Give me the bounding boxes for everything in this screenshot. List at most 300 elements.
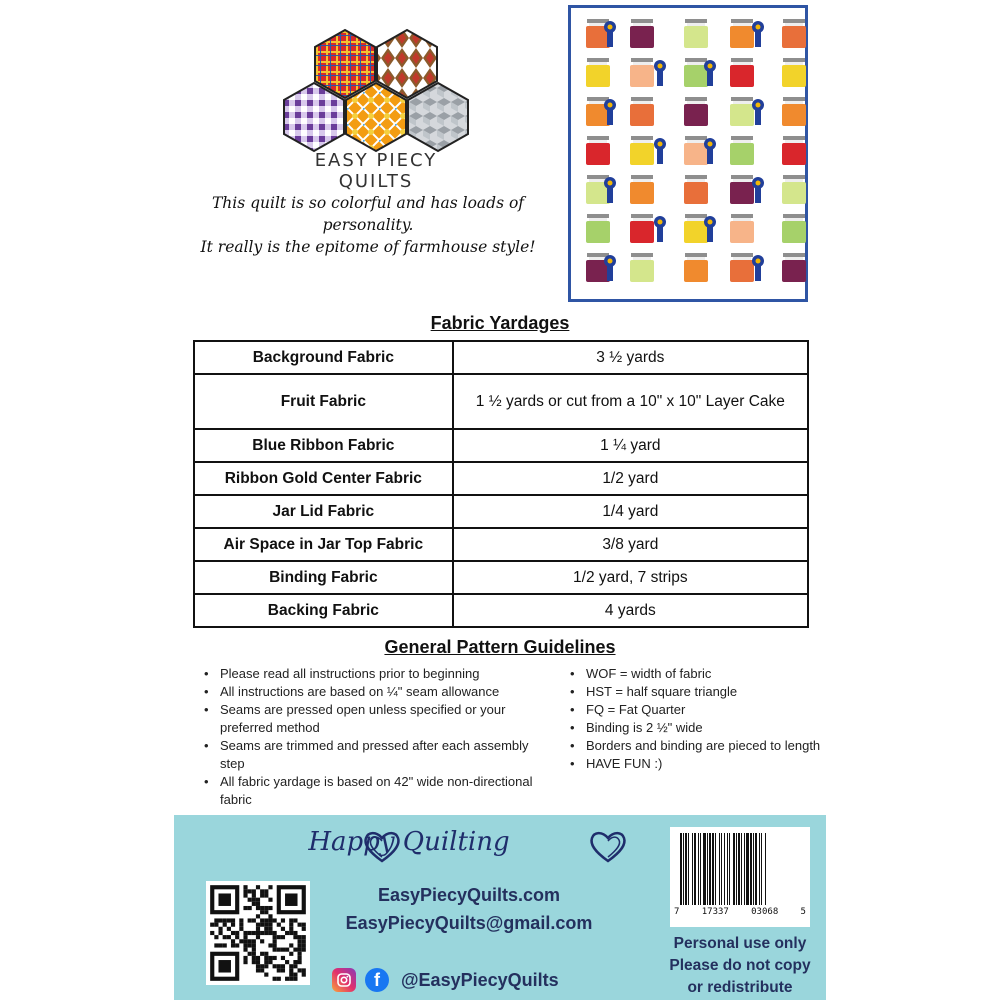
table-row — [194, 594, 808, 627]
qr-module — [264, 960, 268, 964]
fruit-jar — [730, 26, 754, 48]
qr-module — [218, 943, 222, 947]
jar-lid — [631, 97, 653, 101]
barcode-digit-group: 17337 — [701, 907, 729, 917]
jar-air-space — [785, 218, 803, 221]
list-item: • All instructions are based on ¼" seam allowance — [200, 683, 540, 701]
qr-module — [256, 927, 260, 931]
list-item: • FQ = Fat Quarter — [566, 701, 826, 719]
fabric-yardage-table — [193, 340, 809, 628]
qr-module — [260, 889, 264, 893]
qr-module — [256, 960, 260, 964]
qr-module — [248, 889, 252, 893]
list-item: • WOF = width of fabric — [566, 665, 826, 683]
jar-air-space — [733, 140, 751, 143]
qr-module — [260, 906, 264, 910]
qr-module — [256, 956, 260, 960]
website-link[interactable]: EasyPiecyQuilts.com — [377, 885, 561, 905]
jar-air-space — [687, 257, 705, 260]
qr-module — [260, 968, 264, 972]
jar-lid — [783, 175, 805, 179]
jar-lid — [685, 175, 707, 179]
jar-lid — [783, 136, 805, 140]
qr-module — [298, 960, 302, 964]
barcode-bar — [746, 833, 749, 905]
jar-lid — [685, 253, 707, 257]
qr-module — [218, 960, 230, 972]
barcode-bar — [724, 833, 725, 905]
fruit-jar — [684, 143, 708, 165]
list-item: • HAVE FUN :) — [566, 755, 826, 773]
jar-lid — [783, 97, 805, 101]
barcode-bar — [707, 833, 708, 905]
ribbon-gold-center — [658, 220, 663, 225]
ribbon-gold-center — [756, 259, 761, 264]
qr-module — [239, 927, 243, 931]
jar-lid — [783, 253, 805, 257]
qr-module — [289, 923, 293, 927]
ribbon-gold-center — [658, 142, 663, 147]
jar-air-space — [589, 62, 607, 65]
fruit-jar — [586, 143, 610, 165]
qr-module — [256, 902, 260, 906]
qr-module — [289, 952, 293, 956]
fabric-amount: 1/4 yard — [453, 495, 808, 528]
barcode-bar — [703, 833, 706, 905]
jar-air-space — [785, 257, 803, 260]
qr-module — [302, 935, 306, 939]
jar-lid — [731, 253, 753, 257]
qr-module — [210, 923, 214, 927]
fruit-jar — [684, 104, 708, 126]
fabric-label: Ribbon Gold Center Fabric — [194, 462, 453, 495]
qr-module — [231, 918, 235, 922]
barcode-bar — [755, 833, 757, 905]
jar-air-space — [633, 23, 651, 26]
qr-module — [243, 943, 247, 947]
barcode-bar — [700, 833, 701, 905]
qr-module — [289, 931, 293, 935]
jar-lid — [731, 97, 753, 101]
qr-module — [273, 935, 277, 939]
ribbon-gold-center — [756, 25, 761, 30]
qr-module — [248, 906, 252, 910]
usage-notice-line: Personal use only — [673, 935, 807, 952]
qr-module — [248, 918, 252, 922]
barcode-digit-group: 7 — [674, 907, 680, 917]
quilt-preview-image — [568, 5, 808, 302]
qr-module — [273, 977, 277, 981]
jar-air-space — [733, 218, 751, 221]
brand-name: EASY PIECY QUILTS — [314, 150, 438, 192]
qr-module — [231, 943, 235, 947]
barcode-bar — [721, 833, 722, 905]
qr-module — [281, 968, 285, 972]
ribbon-gold-center — [756, 103, 761, 108]
qr-module — [256, 923, 260, 927]
qr-module — [268, 885, 272, 889]
fabric-amount: 1/2 yard — [453, 462, 808, 495]
qr-module — [281, 956, 285, 960]
fruit-jar — [730, 260, 754, 282]
jar-air-space — [687, 101, 705, 104]
jar-lid — [783, 58, 805, 62]
qr-module — [243, 931, 247, 935]
facebook-icon[interactable]: f — [365, 968, 389, 992]
qr-module — [227, 918, 231, 922]
ribbon-gold-center — [708, 142, 713, 147]
qr-module — [289, 943, 293, 947]
qr-module — [277, 923, 281, 927]
jar-lid — [587, 175, 609, 179]
qr-module — [285, 893, 297, 905]
fabric-amount: 3/8 yard — [453, 528, 808, 561]
qr-module — [256, 931, 260, 935]
ribbon-gold-center — [608, 259, 613, 264]
qr-module — [264, 923, 268, 927]
qr-module — [289, 918, 293, 922]
social-handle[interactable]: @EasyPiecyQuilts — [401, 969, 559, 990]
barcode-digit-group: 5 — [800, 907, 806, 917]
fruit-jar — [630, 182, 654, 204]
qr-module — [227, 927, 231, 931]
fruit-jar — [730, 182, 754, 204]
qr-module — [214, 923, 218, 927]
ribbon-gold-center — [708, 64, 713, 69]
instagram-icon[interactable] — [332, 968, 356, 992]
qr-module — [223, 935, 227, 939]
jar-air-space — [633, 179, 651, 182]
fruit-jar — [730, 65, 754, 87]
qr-module — [293, 948, 297, 952]
jar-air-space — [589, 140, 607, 143]
barcode-bar — [698, 833, 699, 905]
qr-module — [256, 906, 260, 910]
qr-module — [268, 960, 272, 964]
jar-lid — [783, 214, 805, 218]
qr-module — [302, 939, 306, 943]
qr-module — [277, 968, 281, 972]
fruit-jar — [630, 221, 654, 243]
qr-module — [243, 956, 247, 960]
tagline-line-2: It really is the epitome of farmhouse style! — [200, 238, 536, 256]
qr-module — [264, 956, 268, 960]
qr-module — [252, 939, 256, 943]
qr-module — [243, 939, 247, 943]
fruit-jar — [730, 104, 754, 126]
happy-quilting-heading: Happy Quilting — [308, 827, 510, 857]
fruit-jar — [684, 26, 708, 48]
qr-module — [298, 948, 302, 952]
qr-module — [277, 935, 281, 939]
qr-module — [243, 885, 247, 889]
qr-module — [268, 923, 272, 927]
qr-module — [298, 956, 302, 960]
table-row — [194, 561, 808, 594]
qr-module — [281, 948, 285, 952]
barcode-bar — [683, 833, 684, 905]
qr-module — [239, 939, 243, 943]
qr-module — [231, 931, 235, 935]
barcode-bar — [709, 833, 711, 905]
jar-air-space — [687, 218, 705, 221]
qr-module — [256, 914, 260, 918]
jar-lid — [631, 136, 653, 140]
qr-module — [248, 939, 252, 943]
usage-notice — [650, 933, 830, 999]
fruit-jar — [630, 260, 654, 282]
qr-module — [264, 952, 268, 956]
jar-air-space — [785, 23, 803, 26]
qr-code[interactable] — [206, 881, 310, 985]
qr-module — [273, 939, 277, 943]
jar-lid — [631, 253, 653, 257]
qr-module — [298, 935, 302, 939]
fabric-label: Blue Ribbon Fabric — [194, 429, 453, 462]
barcode-digits — [674, 907, 806, 917]
qr-module — [273, 948, 277, 952]
barcode-bar — [765, 833, 766, 905]
fabric-amount: 1 ¼ yard — [453, 429, 808, 462]
qr-module — [243, 948, 247, 952]
qr-module — [252, 960, 256, 964]
qr-module — [223, 923, 227, 927]
fruit-jar — [684, 221, 708, 243]
qr-module — [298, 943, 302, 947]
guidelines-list-right — [566, 665, 826, 773]
barcode-bar — [738, 833, 740, 905]
jar-lid — [587, 253, 609, 257]
qr-module — [260, 910, 264, 914]
barcode-bar — [736, 833, 737, 905]
qr-module — [248, 898, 252, 902]
jar-lid — [587, 58, 609, 62]
jar-air-space — [633, 140, 651, 143]
qr-module — [293, 977, 297, 981]
jar-air-space — [785, 62, 803, 65]
qr-module — [298, 952, 302, 956]
qr-module — [223, 943, 227, 947]
fruit-jar — [730, 221, 754, 243]
fabric-amount: 1/2 yard, 7 strips — [453, 561, 808, 594]
qr-module — [210, 931, 214, 935]
email-link[interactable]: EasyPiecyQuilts@gmail.com — [345, 913, 593, 933]
jar-air-space — [785, 179, 803, 182]
jar-air-space — [687, 140, 705, 143]
qr-module — [264, 906, 268, 910]
qr-module — [252, 898, 256, 902]
qr-module — [281, 918, 285, 922]
qr-module — [227, 935, 231, 939]
qr-module — [264, 927, 268, 931]
jar-lid — [631, 175, 653, 179]
fabric-amount: 1 ½ yards or cut from a 10" x 10" Layer Cake — [453, 374, 808, 429]
list-item: • Borders and binding are pieced to length — [566, 737, 826, 755]
jar-lid — [731, 19, 753, 23]
qr-module — [273, 918, 277, 922]
jar-air-space — [785, 140, 803, 143]
jar-air-space — [733, 257, 751, 260]
qr-module — [273, 964, 277, 968]
qr-module — [273, 931, 277, 935]
fruit-jar — [684, 65, 708, 87]
qr-module — [235, 943, 239, 947]
fruit-jar — [782, 104, 806, 126]
qr-module — [252, 918, 256, 922]
barcode-bar — [694, 833, 696, 905]
qr-module — [289, 977, 293, 981]
qr-module — [235, 931, 239, 935]
qr-module — [260, 964, 264, 968]
jar-lid — [685, 19, 707, 23]
qr-module — [293, 935, 297, 939]
qr-module — [214, 918, 218, 922]
qr-module — [252, 948, 256, 952]
qr-module — [256, 898, 260, 902]
ribbon-gold-center — [756, 181, 761, 186]
guidelines-list-left — [200, 665, 540, 809]
jar-air-space — [733, 62, 751, 65]
qr-module — [285, 931, 289, 935]
qr-module — [264, 973, 268, 977]
tagline — [188, 192, 548, 258]
qr-module — [289, 968, 293, 972]
qr-module — [252, 931, 256, 935]
qr-module — [302, 927, 306, 931]
qr-module — [298, 968, 302, 972]
qr-module — [252, 952, 256, 956]
list-item: • Binding is 2 ½" wide — [566, 719, 826, 737]
fruit-jar — [782, 143, 806, 165]
barcode-bar — [750, 833, 752, 905]
jar-air-space — [785, 101, 803, 104]
barcode-bar — [741, 833, 742, 905]
qr-module — [260, 918, 264, 922]
jar-air-space — [589, 218, 607, 221]
qr-module — [268, 927, 272, 931]
qr-module — [243, 906, 247, 910]
qr-module — [214, 935, 218, 939]
jar-air-space — [633, 62, 651, 65]
usage-notice-line: Please do not copy — [669, 957, 811, 974]
qr-module — [268, 931, 272, 935]
qr-module — [277, 964, 281, 968]
qr-module — [248, 931, 252, 935]
qr-module — [277, 977, 281, 981]
qr-module — [248, 952, 252, 956]
qr-module — [248, 943, 252, 947]
ribbon-gold-center — [658, 64, 663, 69]
fruit-jar — [782, 221, 806, 243]
ribbon-gold-center — [608, 25, 613, 30]
jar-air-space — [633, 257, 651, 260]
list-item: • Please read all instructions prior to beginning — [200, 665, 540, 683]
qr-module — [260, 893, 264, 897]
qr-module — [256, 964, 260, 968]
qr-module — [302, 973, 306, 977]
guidelines-title: General Pattern Guidelines — [384, 637, 616, 657]
barcode-bar — [688, 833, 689, 905]
fabric-label: Background Fabric — [194, 341, 453, 374]
fruit-jar — [586, 221, 610, 243]
qr-module — [264, 931, 268, 935]
qr-module — [260, 939, 264, 943]
list-item: • HST = half square triangle — [566, 683, 826, 701]
jar-air-space — [633, 101, 651, 104]
qr-module — [302, 948, 306, 952]
fruit-jar — [586, 65, 610, 87]
qr-module — [293, 964, 297, 968]
barcode-bars — [678, 833, 802, 905]
qr-module — [273, 943, 277, 947]
list-item: • Seams are trimmed and pressed after each assembly step — [200, 737, 540, 773]
jar-air-space — [633, 218, 651, 221]
qr-module — [293, 960, 297, 964]
barcode-bar — [680, 833, 682, 905]
qr-module — [252, 902, 256, 906]
qr-module — [218, 918, 222, 922]
barcode-bar — [727, 833, 728, 905]
ribbon-gold-center — [608, 181, 613, 186]
fabric-label: Air Space in Jar Top Fabric — [194, 528, 453, 561]
jar-lid — [731, 136, 753, 140]
social-links — [332, 965, 559, 995]
fabric-yardages-title: Fabric Yardages — [430, 313, 570, 333]
qr-module — [260, 923, 264, 927]
qr-module — [223, 918, 227, 922]
jar-lid — [685, 214, 707, 218]
fabric-amount: 3 ½ yards — [453, 341, 808, 374]
jar-air-space — [687, 23, 705, 26]
qr-module — [277, 948, 281, 952]
qr-module — [289, 927, 293, 931]
jar-lid — [587, 97, 609, 101]
barcode-bar — [692, 833, 693, 905]
jar-lid — [685, 58, 707, 62]
table-row — [194, 374, 808, 429]
qr-module — [264, 893, 268, 897]
fruit-jar — [630, 104, 654, 126]
jar-lid — [587, 214, 609, 218]
barcode-bar — [719, 833, 720, 905]
qr-module — [302, 943, 306, 947]
qr-module — [243, 893, 247, 897]
qr-module — [268, 906, 272, 910]
jar-lid — [731, 214, 753, 218]
barcode-bar — [685, 833, 687, 905]
fruit-jar — [782, 26, 806, 48]
qr-module — [281, 927, 285, 931]
fabric-label: Binding Fabric — [194, 561, 453, 594]
tagline-line-1: This quilt is so colorful and has loads of personality. — [211, 194, 525, 234]
table-row — [194, 495, 808, 528]
fruit-jar — [630, 26, 654, 48]
qr-module — [289, 973, 293, 977]
qr-module — [293, 918, 297, 922]
table-row — [194, 429, 808, 462]
barcode-bar — [753, 833, 754, 905]
contact-info — [324, 881, 614, 937]
fruit-jar — [782, 182, 806, 204]
jar-air-space — [733, 23, 751, 26]
fabric-amount: 4 yards — [453, 594, 808, 627]
qr-module — [231, 923, 235, 927]
qr-module — [285, 977, 289, 981]
qr-module — [260, 931, 264, 935]
qr-module — [298, 923, 302, 927]
jar-lid — [685, 136, 707, 140]
fabric-label: Fruit Fabric — [194, 374, 453, 429]
